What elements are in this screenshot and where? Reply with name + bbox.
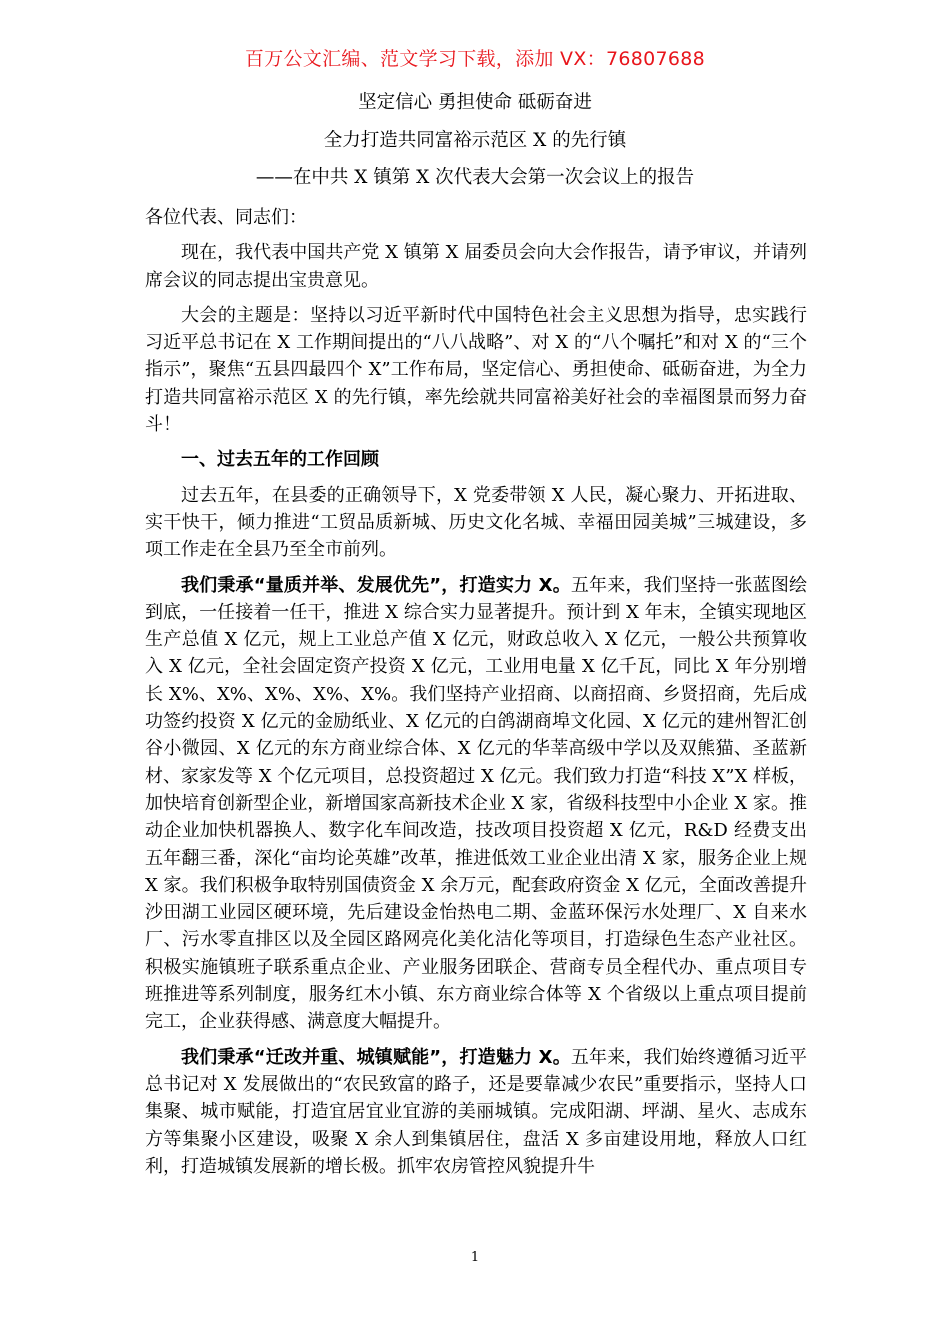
paragraph-text: 五年来，我们始终遵循习近平总书记对 X 发展做出的“农民致富的路子，还是要靠减少农民”重要指示，坚持人口集聚、城市赋能，打造宜居宜业宜游的美丽城镇。完成阳湖、坪湖、星火、志成东方等集聚小区建设，吸聚 X 余人到集镇居住，盘活 X 多亩建设用地，释放人口红利，打造城镇发展新的增长极。抓牢农房管控风貌提升牛 <box>145 1046 807 1177</box>
report-subtitle: ——在中共 X 镇第 X 次代表大会第一次会议上的报告 <box>255 167 695 188</box>
salutation: 各位代表、同志们： <box>145 207 307 228</box>
paragraph-strength <box>145 572 807 1036</box>
paragraph-intro: 现在，我代表中国共产党 X 镇第 X 届委员会向大会作报告，请予审议，并请列席会议的同志提出宝贵意见。 <box>145 242 807 291</box>
paragraph-lead: 我们秉承“量质并举、发展优先”，打造实力 X。 <box>181 574 571 596</box>
paragraph-review: 过去五年，在县委的正确领导下，X 党委带领 X 人民，凝心聚力、开拓进取、实干快干，倾力推进“工贸品质新城、历史文化名城、幸福田园美城”三城建设，多项工作走在全县乃至全市前列。 <box>145 484 807 561</box>
paragraph-text: 五年来，我们坚持一张蓝图绘到底，一任接着一任干，推进 X 综合实力显著提升。预计到 X 年末，全镇实现地区生产总值 X 亿元，规上工业总产值 X 亿元，财政总收入 X 亿元，一般公共预算收入 X 亿元，全社会固定资产投资 X 亿元，工业用电量 X 亿千瓦，同比 X 年分别增长 X%、X%、X%、X%、X%。我们坚持产业招商、以商招商、乡贤招商，先后成功签约投资 X 亿元的金励纸业、X 亿元的白鸽湖商埠文化园、X 亿元的建州智汇创谷小微园、X 亿元的东方商业综合体、X 亿元的华莘高级中学以及双熊猫、圣蓝新材、家家发等 X 个亿元项目，总投资超过 X 亿元。我们致力打造“科技 X”X 样板，加快培育创新型企业，新增国家高新技术企业 X 家，省级科技型中小企业 X 家。推动企业加快机器换人、数字化车间改造，技改项目投资超 X 亿元，R&D 经费支出五年翻三番，深化“亩均论英雄”改革，推进低效工业企业出清 X 家，服务企业上规 X 家。我们积极争取特别国债资金 X 余万元，配套政府资金 X 亿元，全面改善提升沙田湖工业园区硬环境，先后建设金怡热电二期、金蓝环保污水处理厂、X 自来水厂、污水零直排区以及全园区路网亮化美化洁化等项目，打造绿色生态产业社区。积极实施镇班子联系重点企业、产业服务团联企、营商专员全程代办、重点项目专班推进等系列制度，服务红木小镇、东方商业综合体等 X 个省级以上重点项目提前完工，企业获得感、满意度大幅提升。 <box>145 574 807 1033</box>
paragraph-lead: 我们秉承“迁改并重、城镇赋能”，打造魅力 X。 <box>181 1046 571 1068</box>
paragraph-charm <box>145 1044 807 1180</box>
promo-banner: 百万公文汇编、范文学习下载，添加 VX：76807688 <box>244 48 706 70</box>
report-body <box>145 200 807 1180</box>
report-title-line1: 坚定信心 勇担使命 砥砺奋进 <box>358 92 592 113</box>
page-number: 1 <box>470 1250 480 1265</box>
section-heading: 一、过去五年的工作回顾 <box>181 449 379 471</box>
report-title-line2: 全力打造共同富裕示范区 X 的先行镇 <box>323 130 627 151</box>
paragraph-theme: 大会的主题是：坚持以习近平新时代中国特色社会主义思想为指导，忠实践行习近平总书记在 X 工作期间提出的“八八战略”、对 X 的“八个嘱托”和对 X 的“三个指示”，聚焦“五县四最四个 X”工作布局，坚定信心、勇担使命、砥砺奋进，为全力打造共同富裕示范区 X 的先行镇，率先绘就共同富裕美好社会的幸福图景而努力奋斗！ <box>145 304 807 436</box>
